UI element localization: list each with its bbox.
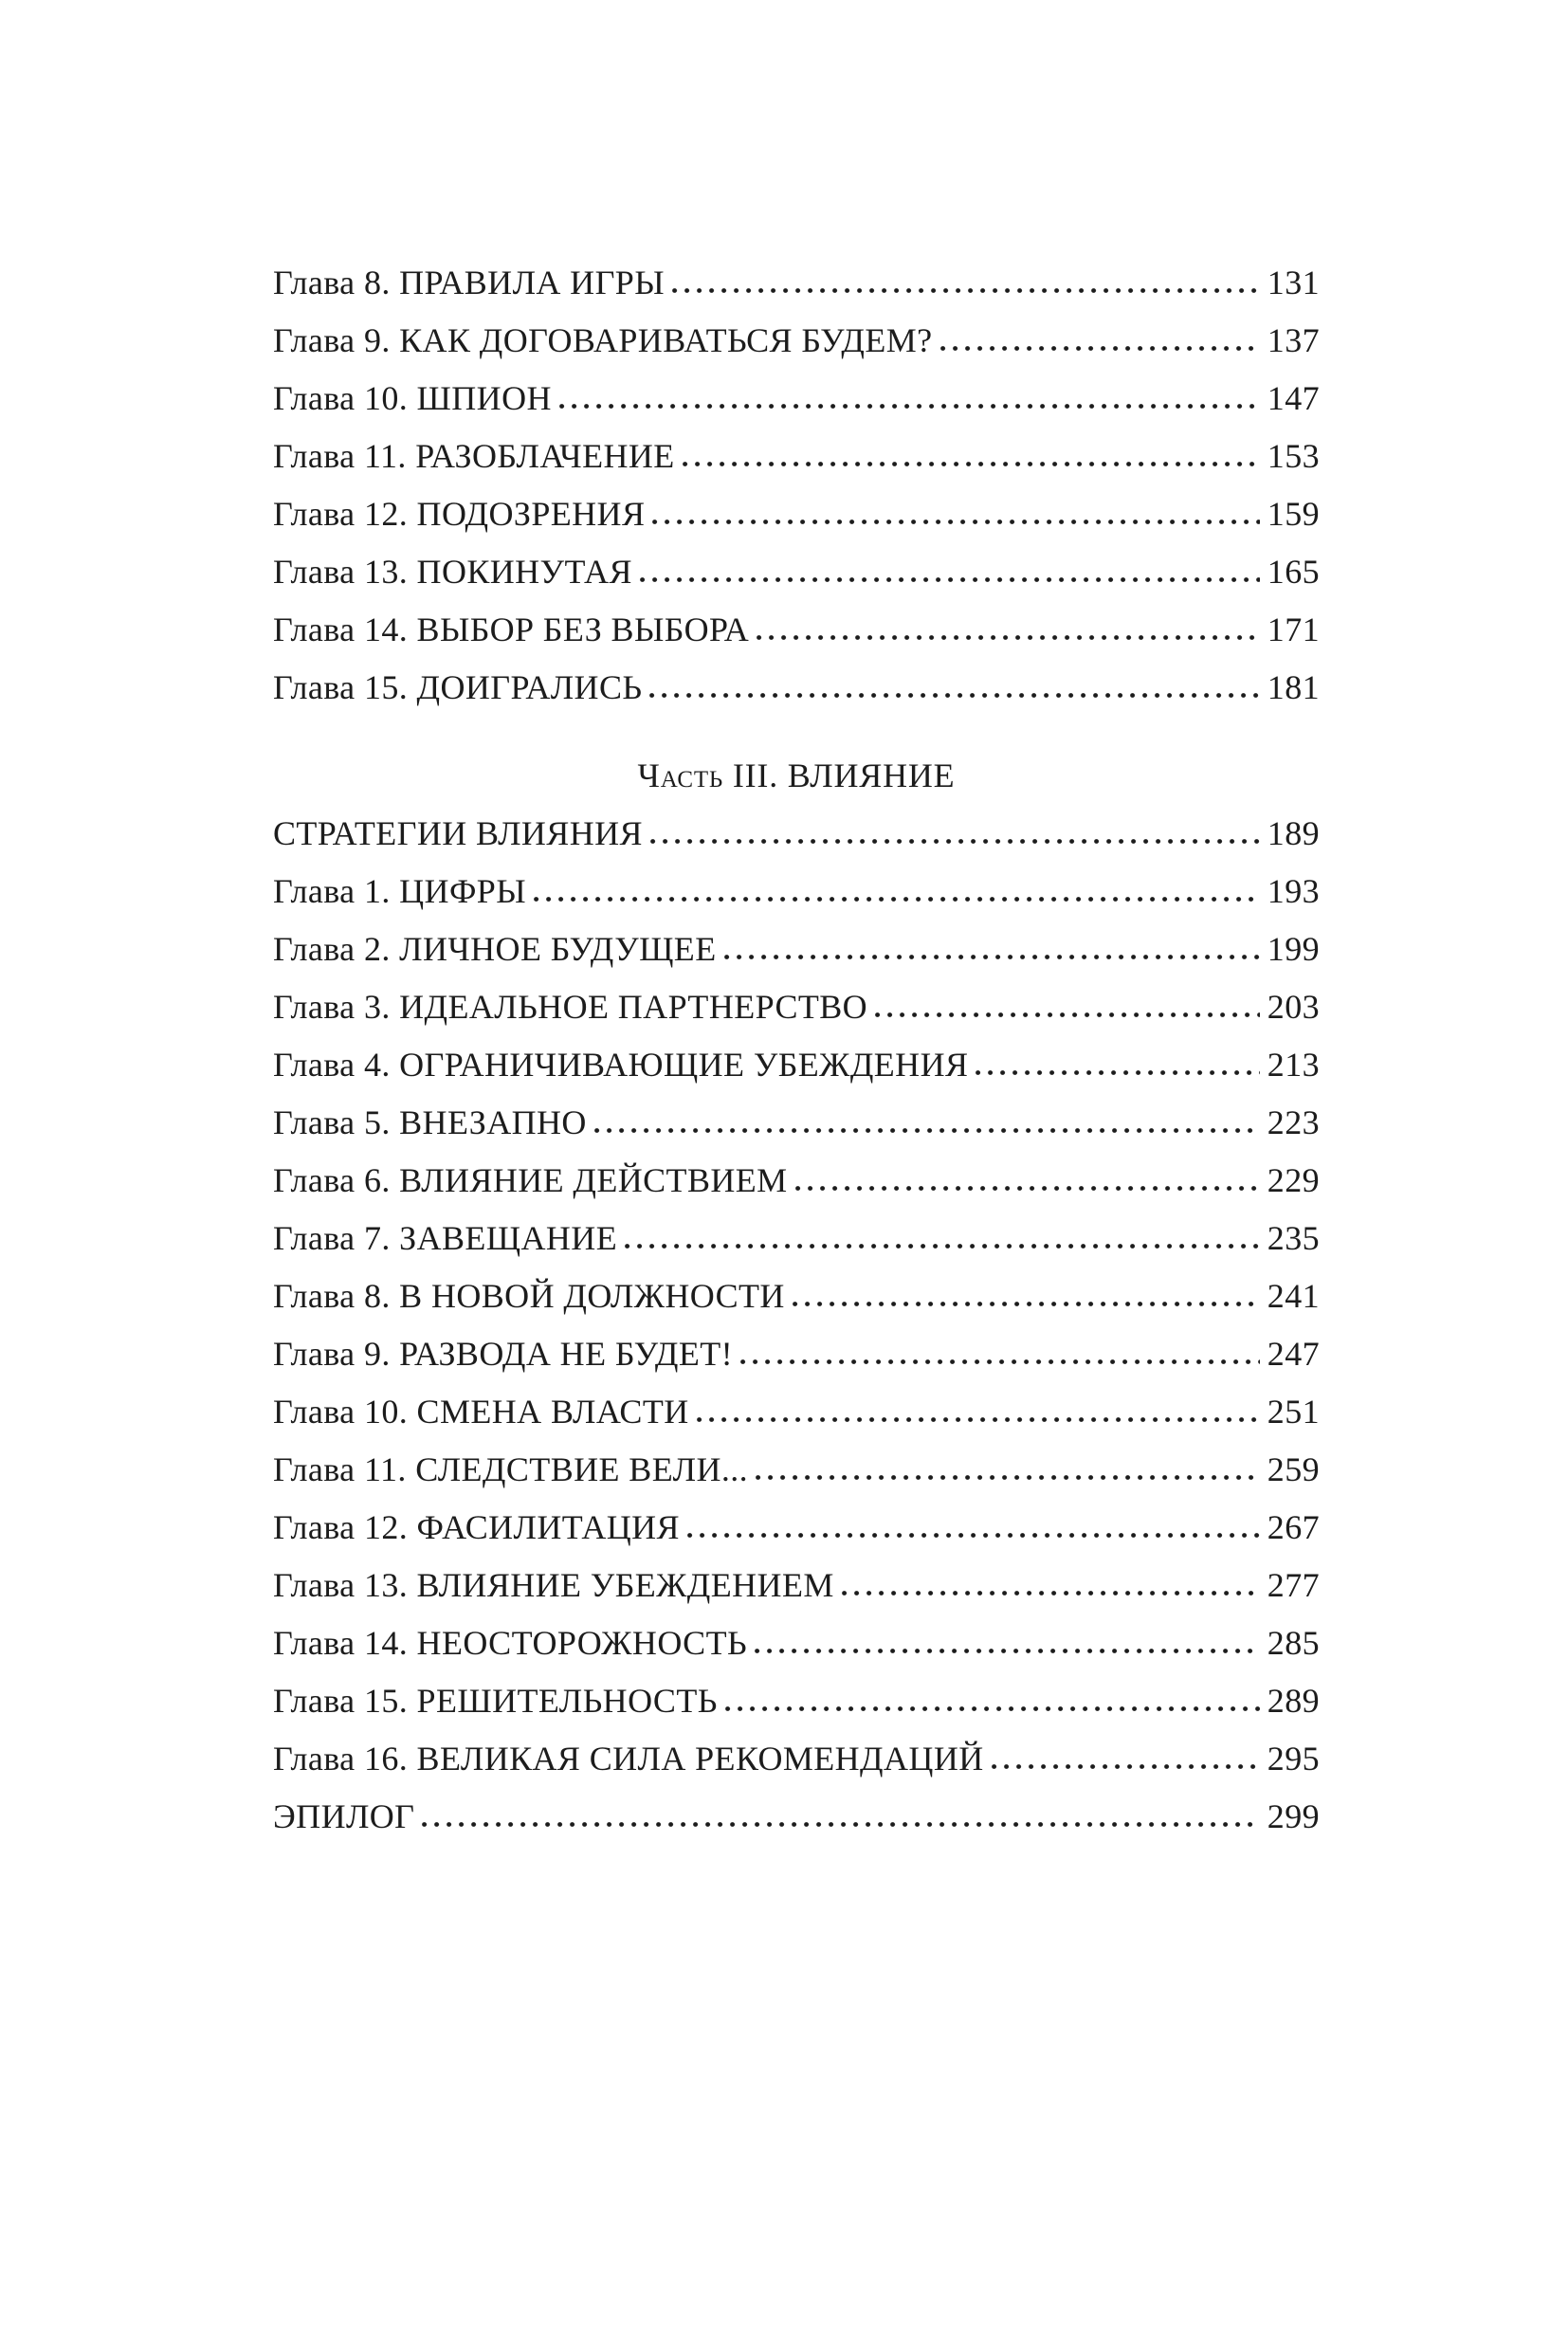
toc-entry-page: 299 [1267,1797,1320,1835]
toc-entry [273,1094,1320,1152]
toc-entry [273,1557,1320,1614]
dot-leader [793,1267,1260,1325]
toc-entry-page: 223 [1267,1103,1320,1141]
toc-entry-page: 131 [1267,264,1320,301]
toc-entry-page: 137 [1267,321,1320,359]
toc-entry-page: 189 [1267,814,1320,852]
toc-entry-page: 295 [1267,1740,1320,1778]
toc-entry-page: 171 [1267,611,1320,648]
dot-leader [652,485,1259,543]
toc-entry-label: СТРАТЕГИИ ВЛИЯНИЯ [273,814,643,852]
toc-entry [273,659,1320,717]
dot-leader [649,659,1259,717]
toc-entry-label: Глава 9. РАЗВОДА НЕ БУДЕТ! [273,1335,734,1373]
toc-entry-page: 267 [1267,1508,1320,1546]
toc-entry [273,863,1320,921]
toc-entry-page: 241 [1267,1277,1320,1315]
toc-entry [273,1788,1320,1846]
dot-leader [625,1210,1260,1267]
toc-entry-label: ЭПИЛОГ [273,1797,415,1835]
toc-entry-label: Глава 11. СЛЕДСТВИЕ ВЕЛИ... [273,1450,749,1488]
dot-leader [559,370,1260,428]
toc-entry-page: 285 [1267,1624,1320,1662]
toc-entry-label: Глава 12. ФАСИЛИТАЦИЯ [273,1508,680,1546]
toc-entry [273,1614,1320,1672]
toc-entry-label: Глава 3. ИДЕАЛЬНОЕ ПАРТНЕРСТВО [273,988,868,1026]
toc-entry [273,1325,1320,1383]
toc-entry-page: 277 [1267,1566,1320,1604]
toc-entry [273,1672,1320,1730]
dot-leader [975,1036,1259,1094]
part-heading-smallcaps: асть [660,757,724,794]
toc-entry-page: 181 [1267,668,1320,706]
toc-entry-page: 199 [1267,930,1320,968]
dot-leader [687,1499,1260,1557]
toc-entry [273,601,1320,659]
toc-entry-label: Глава 4. ОГРАНИЧИВАЮЩИЕ УБЕЖДЕНИЯ [273,1046,969,1084]
toc-entry-label: Глава 10. СМЕНА ВЛАСТИ [273,1393,689,1431]
toc-entry-label: Глава 13. ВЛИЯНИЕ УБЕЖДЕНИЕМ [273,1566,834,1604]
toc-entry-label: Глава 1. ЦИФРЫ [273,872,527,910]
toc-entry-page: 147 [1267,379,1320,417]
dot-leader [740,1325,1260,1383]
toc-entry-label: Глава 9. КАК ДОГОВАРИВАТЬСЯ БУДЕМ? [273,321,933,359]
toc-entry-label: Глава 10. ШПИОН [273,379,552,417]
toc-entry [273,921,1320,978]
toc-entry [273,1499,1320,1557]
dot-leader [672,254,1260,312]
toc-entry-label: Глава 16. ВЕЛИКАЯ СИЛА РЕКОМЕНДАЦИЙ [273,1740,984,1778]
toc-entry [273,543,1320,601]
toc-entry-page: 259 [1267,1450,1320,1488]
toc-entry-page: 251 [1267,1393,1320,1431]
toc-entry [273,370,1320,428]
dot-leader [724,921,1260,978]
dot-leader [650,805,1260,863]
dot-leader [422,1788,1259,1846]
toc-entry [273,978,1320,1036]
dot-leader [940,312,1260,370]
toc-entry-page: 229 [1267,1161,1320,1199]
part-heading [273,747,1320,805]
toc-entry [273,254,1320,312]
toc-entry-label: Глава 12. ПОДОЗРЕНИЯ [273,495,646,533]
toc-entry-label: Глава 6. ВЛИЯНИЕ ДЕЙСТВИЕМ [273,1161,788,1199]
toc-entry-page: 289 [1267,1682,1320,1720]
toc-entry [273,1383,1320,1441]
toc-entry-label: Глава 13. ПОКИНУТАЯ [273,553,632,591]
dot-leader [640,543,1260,601]
toc-entry-page: 213 [1267,1046,1320,1084]
toc-entry-label: Глава 14. ВЫБОР БЕЗ ВЫБОРА [273,611,750,648]
toc-entry [273,1036,1320,1094]
part-heading-cap: Ч [637,757,661,794]
toc-entry-page: 153 [1267,437,1320,475]
toc-entry [273,485,1320,543]
dot-leader [755,1614,1260,1672]
toc-entry-page: 247 [1267,1335,1320,1373]
dot-leader [795,1152,1260,1210]
toc-entry-page: 203 [1267,988,1320,1026]
dot-leader [875,978,1260,1036]
toc-entry-label: Глава 14. НЕОСТОРОЖНОСТЬ [273,1624,748,1662]
toc-entry-label: Глава 7. ЗАВЕЩАНИЕ [273,1219,618,1257]
toc-entry-page: 159 [1267,495,1320,533]
dot-leader [534,863,1260,921]
toc-entry-label: Глава 2. ЛИЧНОЕ БУДУЩЕЕ [273,930,717,968]
toc-entry [273,428,1320,485]
dot-leader [683,428,1260,485]
toc-entry-page: 235 [1267,1219,1320,1257]
toc-entry-label: Глава 15. РЕШИТЕЛЬНОСТЬ [273,1682,718,1720]
toc-entry-label: Глава 8. В НОВОЙ ДОЛЖНОСТИ [273,1277,785,1315]
toc-entry [273,1210,1320,1267]
toc-entry [273,1441,1320,1499]
toc-entry-label: Глава 11. РАЗОБЛАЧЕНИЕ [273,437,675,475]
dot-leader [757,601,1260,659]
toc-entry-label: Глава 8. ПРАВИЛА ИГРЫ [273,264,665,301]
table-of-contents [273,254,1320,1846]
part-heading-rest: III. ВЛИЯНИЕ [723,757,956,794]
toc-entry-page: 193 [1267,872,1320,910]
dot-leader [756,1441,1260,1499]
dot-leader [697,1383,1260,1441]
dot-leader [842,1557,1260,1614]
toc-entry-label: Глава 5. ВНЕЗАПНО [273,1103,587,1141]
toc-entry [273,312,1320,370]
toc-entry [273,1267,1320,1325]
toc-entry [273,805,1320,863]
dot-leader [594,1094,1260,1152]
dot-leader [992,1730,1260,1788]
toc-entry-label: Глава 15. ДОИГРАЛИСЬ [273,668,643,706]
toc-entry-page: 165 [1267,553,1320,591]
dot-leader [725,1672,1260,1730]
toc-entry [273,1730,1320,1788]
toc-entry [273,1152,1320,1210]
